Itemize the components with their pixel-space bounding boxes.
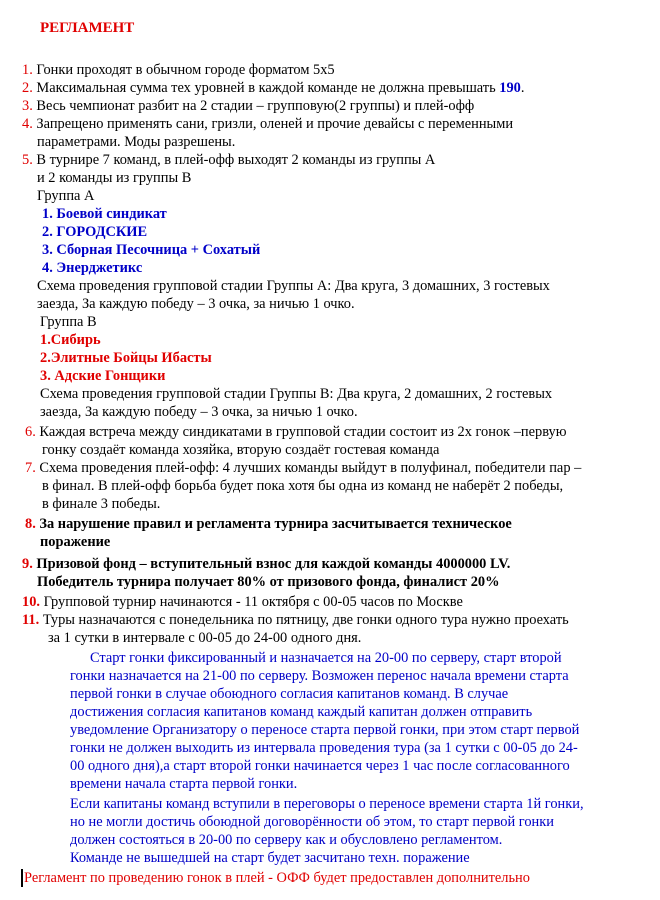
rule-text: Запрещено применять сани, гризли, оленей и прочие девайсы с переменными — [36, 116, 514, 132]
race-start-paragraph-line: Команде не вышедшей на старт будет засчитано техн. поражение — [70, 850, 470, 866]
rule-2 — [22, 80, 524, 97]
rule-number: 9. — [22, 556, 33, 572]
rule-number: 7. — [25, 460, 36, 476]
race-start-paragraph-line: гонки назначается на 21-00 по серверу. Возможен перенос начала времени старта — [70, 668, 569, 684]
group-b-team-1: 1.Сибирь — [40, 332, 101, 348]
rule-text: Максимальная сумма тех уровней в каждой команде не должна превышать — [36, 80, 500, 96]
rule-text: В турнире 7 команд, в плей-офф выходят 2 команды из группы А — [36, 152, 436, 168]
rule-number: 1. — [22, 62, 33, 78]
group-b-team-2: 2.Элитные Бойцы Ибасты — [40, 350, 212, 366]
rule-text: Каждая встреча между синдикатами в групповой стадии состоит из 2х гонок –первую — [39, 424, 567, 440]
rule-text: Призовой фонд – вступительный взнос для каждой команды 4000000 LV. — [36, 556, 511, 572]
max-level-value: 190 — [499, 80, 521, 96]
rule-11-cont: за 1 сутки в интервале с 00-05 до 24-00 одного дня. — [48, 630, 362, 646]
group-b-scheme-line1: Схема проведения групповой стадии Группы В: Два круга, 2 домашних, 2 гостевых — [40, 386, 553, 402]
rule-5 — [22, 152, 435, 169]
rule-number: 5. — [22, 152, 33, 168]
rule-10 — [22, 594, 463, 611]
group-a-scheme-line2: заезда, За каждую победу – 3 очка, за ничью 1 очко. — [37, 296, 355, 312]
race-start-paragraph-line: Старт гонки фиксированный и назначается на 20-00 по серверу, старт второй — [90, 650, 562, 666]
rule-text: Туры назначаются с понедельника по пятницу, две гонки одного тура нужно проехать — [42, 612, 569, 628]
text-cursor — [21, 869, 23, 887]
rule-4 — [22, 116, 513, 133]
rule-6-cont: гонку создаёт команда хозяйка, вторую создаёт гостевая команда — [42, 442, 440, 458]
race-start-paragraph-line: Если капитаны команд вступили в переговоры о переносе времени старта 1й гонки, — [70, 796, 584, 812]
group-b-scheme-line2: заезда, За каждую победу – 3 очка, за ничью 1 очко. — [40, 404, 358, 420]
rule-text: Гонки проходят в обычном городе форматом 5х5 — [36, 62, 335, 78]
rule-number: 10. — [22, 594, 40, 610]
race-start-paragraph-line: должен состояться в 20-00 по серверу как и обусловлено регламентом. — [70, 832, 503, 848]
rule-3 — [22, 98, 474, 115]
rule-text: Схема проведения плей-офф: 4 лучших команды выйдут в полуфинал, победители пар – — [39, 460, 582, 476]
race-start-paragraph-line: 00 одного дня),а старт второй гонки начинается через 1 час после согласованного — [70, 758, 570, 774]
rule-number: 11. — [22, 612, 40, 628]
rule-7 — [25, 460, 581, 477]
rule-6 — [25, 424, 566, 441]
group-a-scheme-line1: Схема проведения групповой стадии Группы А: Два круга, 3 домашних, 3 гостевых — [37, 278, 550, 294]
group-a-team-4: 4. Энерджетикс — [42, 260, 143, 276]
rule-8-cont: поражение — [40, 534, 111, 550]
rule-7-cont-1: в финал. В плей-офф борьба будет пока хотя бы одна из команд не наберёт 2 победы, — [42, 478, 564, 494]
group-b-team-3: 3. Адские Гонщики — [40, 368, 166, 384]
rule-text-tail: . — [520, 80, 525, 96]
rule-9 — [22, 556, 510, 573]
rule-text: За нарушение правил и регламента турнира засчитывается техническое — [39, 516, 512, 532]
rule-number: 8. — [25, 516, 36, 532]
group-a-label: Группа А — [37, 188, 95, 204]
rule-4-cont: параметрами. Моды разрешены. — [37, 134, 236, 150]
rule-text: Групповой турнир начинаются - 11 октября с 00-05 часов по Москве — [43, 594, 463, 610]
race-start-paragraph-line: первой гонки в случае обоюдного согласия капитанов команд. В случае — [70, 686, 509, 702]
race-start-paragraph-line: времени начала старта первой гонки. — [70, 776, 298, 792]
race-start-paragraph-line: уведомление Организатору о переносе старта первой гонки, при этом старт первой — [70, 722, 580, 738]
document-title: РЕГЛАМЕНТ — [40, 20, 135, 36]
race-start-paragraph-line: достижения согласия капитанов команд каждый капитан должен отправить — [70, 704, 533, 720]
rule-5-cont: и 2 команды из группы В — [37, 170, 192, 186]
group-a-team-2: 2. ГОРОДСКИЕ — [42, 224, 148, 240]
race-start-paragraph-line: но не могли достичь обоюдной договорённости об этом, то старт первой гонки — [70, 814, 554, 830]
group-b-label: Группа В — [40, 314, 97, 330]
race-start-paragraph-line: гонки не должен выходить из интервала проведения тура (за 1 сутки с 00-05 до 24- — [70, 740, 578, 756]
playoff-footer-note: Регламент по проведению гонок в плей - ОФФ будет предоставлен дополнительно — [24, 870, 530, 886]
rule-9-cont: Победитель турнира получает 80% от призового фонда, финалист 20% — [37, 574, 500, 590]
rule-text: Весь чемпионат разбит на 2 стадии – групповую(2 группы) и плей-офф — [36, 98, 475, 114]
rule-number: 6. — [25, 424, 36, 440]
rule-7-cont-2: в финале 3 победы. — [42, 496, 161, 512]
rule-8 — [25, 516, 512, 533]
rule-number: 2. — [22, 80, 33, 96]
group-a-team-3: 3. Сборная Песочница + Сохатый — [42, 242, 261, 258]
rule-number: 3. — [22, 98, 33, 114]
rule-1 — [22, 62, 335, 79]
rule-number: 4. — [22, 116, 33, 132]
rule-11 — [22, 612, 569, 629]
group-a-team-1: 1. Боевой синдикат — [42, 206, 167, 222]
